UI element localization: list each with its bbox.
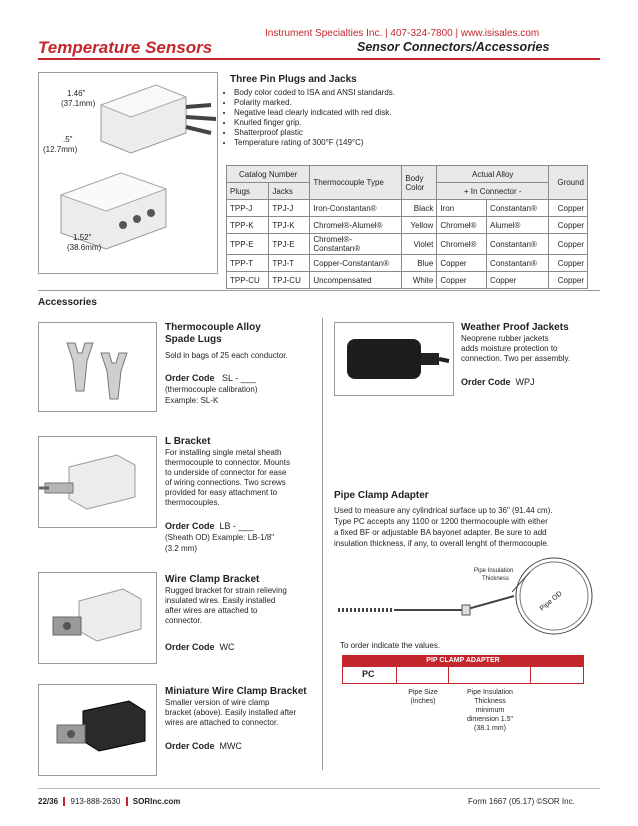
cell-ground: Copper <box>549 200 588 217</box>
desc-line: insulated wires. Easily installed <box>165 596 276 605</box>
caption-line: (38.1 mm) <box>474 725 506 732</box>
cell-ground: Copper <box>549 217 588 234</box>
page-title: Temperature Sensors <box>38 38 213 57</box>
desc-line: Used to measure any cylindrical surface up to 36" (91.44 cm). <box>334 506 553 515</box>
desc-line: to underside of connector for ease <box>165 468 287 477</box>
cell-type: Uncompensated <box>310 272 402 289</box>
desc-line: Neoprene rubber jackets <box>461 334 549 343</box>
l-bracket-desc <box>165 448 290 508</box>
caption-line: Pipe Size <box>408 689 438 696</box>
spade-title-1: Thermocouple Alloy <box>165 322 261 333</box>
dim-width: 1.46" <box>67 89 86 98</box>
column-divider <box>322 318 323 770</box>
dim-height-mm: (12.7mm) <box>43 145 78 154</box>
cell-jack: TPJ-K <box>269 217 310 234</box>
desc-line: wires are attached to connector. <box>165 718 279 727</box>
dim-height: .5" <box>63 135 73 144</box>
pipe-order-header <box>342 655 584 666</box>
cell-pos: Copper <box>437 272 487 289</box>
dim-length-mm: (38.6mm) <box>67 243 102 252</box>
table-row <box>227 272 588 289</box>
cell-type: Iron-Constantan® <box>310 200 402 217</box>
bullet-item: • Polarity marked. <box>234 98 594 108</box>
cell-pos: Chromel® <box>437 234 487 255</box>
cell-neg: Constantan® <box>487 234 549 255</box>
cell-ground: Copper <box>549 255 588 272</box>
pipe-clamp-diagram <box>334 556 604 636</box>
col-plugs: Plugs <box>227 183 269 200</box>
plugs-jacks-photo <box>38 72 218 274</box>
weatherproof-desc <box>461 334 570 364</box>
footer-left <box>38 797 180 806</box>
order-code-label: Order Code <box>165 642 215 652</box>
bullet-item: • Shatterproof plastic <box>234 128 594 138</box>
l-bracket-note-1: (Sheath OD) Example: LB-1/8" <box>165 533 275 542</box>
cell-color: Black <box>402 200 437 217</box>
pipe-clamp-title: Pipe Clamp Adapter <box>334 490 429 501</box>
table-row <box>227 200 588 217</box>
wire-clamp-photo <box>38 572 157 664</box>
pipe-order-sep-2 <box>448 667 449 683</box>
order-code-value: WC <box>219 642 235 652</box>
pipe-insulation-label-2: Thickness <box>482 576 510 582</box>
mini-wire-clamp-illustration <box>39 685 156 775</box>
desc-line: Rugged bracket for strain relieving <box>165 586 287 595</box>
cell-color: White <box>402 272 437 289</box>
header-rule <box>38 58 600 60</box>
cell-jack: TPJ-T <box>269 255 310 272</box>
desc-line: connection. Two per assembly. <box>461 354 571 363</box>
desc-line: adds moisture protection to <box>461 344 558 353</box>
three-pin-title: Three Pin Plugs and Jacks <box>230 74 357 85</box>
page-subtitle: Sensor Connectors/Accessories <box>357 40 550 54</box>
mini-clamp-order <box>165 741 242 751</box>
accessories-rule <box>38 290 600 291</box>
wire-clamp-order <box>165 642 235 652</box>
cell-neg: Alumel® <box>487 217 549 234</box>
pipe-insulation-label-1: Pipe Insulation <box>474 568 514 574</box>
footer-phone: 913-888-2630 <box>70 797 121 806</box>
order-code-label: Order Code <box>165 521 215 531</box>
col-color: Body Color <box>402 166 437 200</box>
desc-line: after wires are attached to <box>165 606 258 615</box>
pipe-order-header-text: PIP CLAMP ADAPTER <box>426 657 500 664</box>
table-row <box>227 234 588 255</box>
pipe-od-label: Pipe OD <box>538 590 564 613</box>
bullet-item: • Negative lead clearly indicated with red disk. <box>234 108 594 118</box>
cell-plug: TPP-K <box>227 217 269 234</box>
caption-line: minimum <box>475 707 505 714</box>
weatherproof-title: Weather Proof Jackets <box>461 322 569 333</box>
bullet-item: • Body color coded to ISA and ANSI standards. <box>234 88 594 98</box>
cell-color: Violet <box>402 234 437 255</box>
spade-lugs-illustration <box>39 323 156 411</box>
footer-site: SORInc.com <box>132 797 181 806</box>
spade-lugs-photo <box>38 322 157 412</box>
caption-line: Thickness <box>474 698 506 705</box>
cell-neg: Constantan® <box>487 200 549 217</box>
desc-line: Type PC accepts any 1100 or 1200 thermocouple with either <box>334 517 548 526</box>
cell-plug: TPP-CU <box>227 272 269 289</box>
cell-jack: TPJ-E <box>269 234 310 255</box>
cell-neg: Constantan® <box>487 255 549 272</box>
table-row <box>227 217 588 234</box>
pipe-order-sep-3 <box>530 667 531 683</box>
spade-note-2: Example: SL-K <box>165 396 219 405</box>
desc-line: provided for easy attachment to <box>165 488 278 497</box>
caption-line: (inches) <box>410 698 436 705</box>
spade-desc: Sold in bags of 25 each conductor. <box>165 351 288 360</box>
col-type: Thermocouple Type <box>310 166 402 200</box>
mini-wire-clamp-photo <box>38 684 157 776</box>
desc-line: For installing single metal sheath <box>165 448 282 457</box>
col-alloy-sub: + In Connector - <box>437 183 549 200</box>
pipe-order-row <box>342 666 584 684</box>
table-row <box>227 255 588 272</box>
l-bracket-order <box>165 521 254 531</box>
l-bracket-photo <box>38 436 157 528</box>
cell-pos: Copper <box>437 255 487 272</box>
wire-clamp-illustration <box>39 573 156 663</box>
spade-note-1: (thermocouple calibration) <box>165 385 258 394</box>
cell-ground: Copper <box>549 272 588 289</box>
cell-neg: Copper <box>487 272 549 289</box>
col-alloy: Actual Alloy <box>437 166 549 183</box>
cell-plug: TPP-T <box>227 255 269 272</box>
mini-clamp-title: Miniature Wire Clamp Bracket <box>165 686 307 697</box>
bullet-item: • Knurled finger grip. <box>234 118 594 128</box>
cell-jack: TPJ-CU <box>269 272 310 289</box>
spade-title-2: Spade Lugs <box>165 334 222 345</box>
order-code-label: Order Code <box>165 373 215 383</box>
cell-pos: Iron <box>437 200 487 217</box>
pipe-clamp-desc <box>334 505 604 549</box>
spade-order <box>165 373 256 383</box>
desc-line: thermocouples. <box>165 498 220 507</box>
l-bracket-illustration <box>39 437 156 527</box>
header-contact: Instrument Specialties Inc. | 407-324-7800 | www.isisales.com <box>265 28 540 39</box>
pipe-order-sep-1 <box>396 667 397 683</box>
order-code-value: SL - ___ <box>222 373 256 383</box>
pipe-order-intro: To order indicate the values. <box>340 641 441 650</box>
cell-plug: TPP-E <box>227 234 269 255</box>
three-pin-bullets <box>222 88 594 148</box>
cell-color: Blue <box>402 255 437 272</box>
order-code-label: Order Code <box>165 741 215 751</box>
accessories-heading: Accessories <box>38 297 97 308</box>
desc-line: bracket (above). Easily installed after <box>165 708 297 717</box>
weatherproof-photo <box>334 322 454 396</box>
l-bracket-note-2: (3.2 mm) <box>165 544 197 553</box>
pipe-insulation-caption <box>452 688 528 733</box>
footer-rule <box>38 788 600 789</box>
pipe-order-prefix: PC <box>362 669 375 679</box>
order-code-label: Order Code <box>461 377 511 387</box>
caption-line: Pipe Insulation <box>467 689 513 696</box>
caption-line: dimension 1.5" <box>466 716 514 723</box>
desc-line: thermocouple to connector. Mounts <box>165 458 290 467</box>
desc-line: insulation thickness, if any, to overall lenght of thermocouple. <box>334 539 550 548</box>
desc-line: connector. <box>165 616 202 625</box>
l-bracket-title: L Bracket <box>165 436 211 447</box>
cell-type: Chromel®-Constantan® <box>310 234 402 255</box>
col-catalog: Catalog Number <box>227 166 310 183</box>
mini-clamp-desc <box>165 698 296 728</box>
footer-form: Form 1667 (05.17) ©SOR Inc. <box>468 797 575 806</box>
order-code-value: WPJ <box>515 377 535 387</box>
cell-ground: Copper <box>549 234 588 255</box>
page-number: 22/36 <box>38 797 59 806</box>
wire-clamp-desc <box>165 586 287 626</box>
cell-plug: TPP-J <box>227 200 269 217</box>
dim-width-mm: (37.1mm) <box>61 99 96 108</box>
col-ground: Ground <box>549 166 588 200</box>
catalog-table <box>226 165 588 289</box>
pipe-size-caption <box>400 688 446 706</box>
weatherproof-illustration <box>335 323 453 395</box>
col-jacks: Jacks <box>269 183 310 200</box>
order-code-value: LB - ___ <box>219 521 254 531</box>
dim-length: 1.52" <box>73 233 92 242</box>
cell-pos: Chromel® <box>437 217 487 234</box>
cell-jack: TPJ-J <box>269 200 310 217</box>
order-code-value: MWC <box>219 741 243 751</box>
cell-type: Chromel®-Alumel® <box>310 217 402 234</box>
desc-line: Smaller version of wire clamp <box>165 698 270 707</box>
bullet-item: • Temperature rating of 300°F (149°C) <box>234 138 594 148</box>
cell-type: Copper-Constantan® <box>310 255 402 272</box>
cell-color: Yellow <box>402 217 437 234</box>
weatherproof-order <box>461 377 535 387</box>
desc-line: a fixed BF or adjustable BA bayonet adapter. Be sure to add <box>334 528 547 537</box>
wire-clamp-title: Wire Clamp Bracket <box>165 574 260 585</box>
desc-line: of wiring connections. Two screws <box>165 478 286 487</box>
